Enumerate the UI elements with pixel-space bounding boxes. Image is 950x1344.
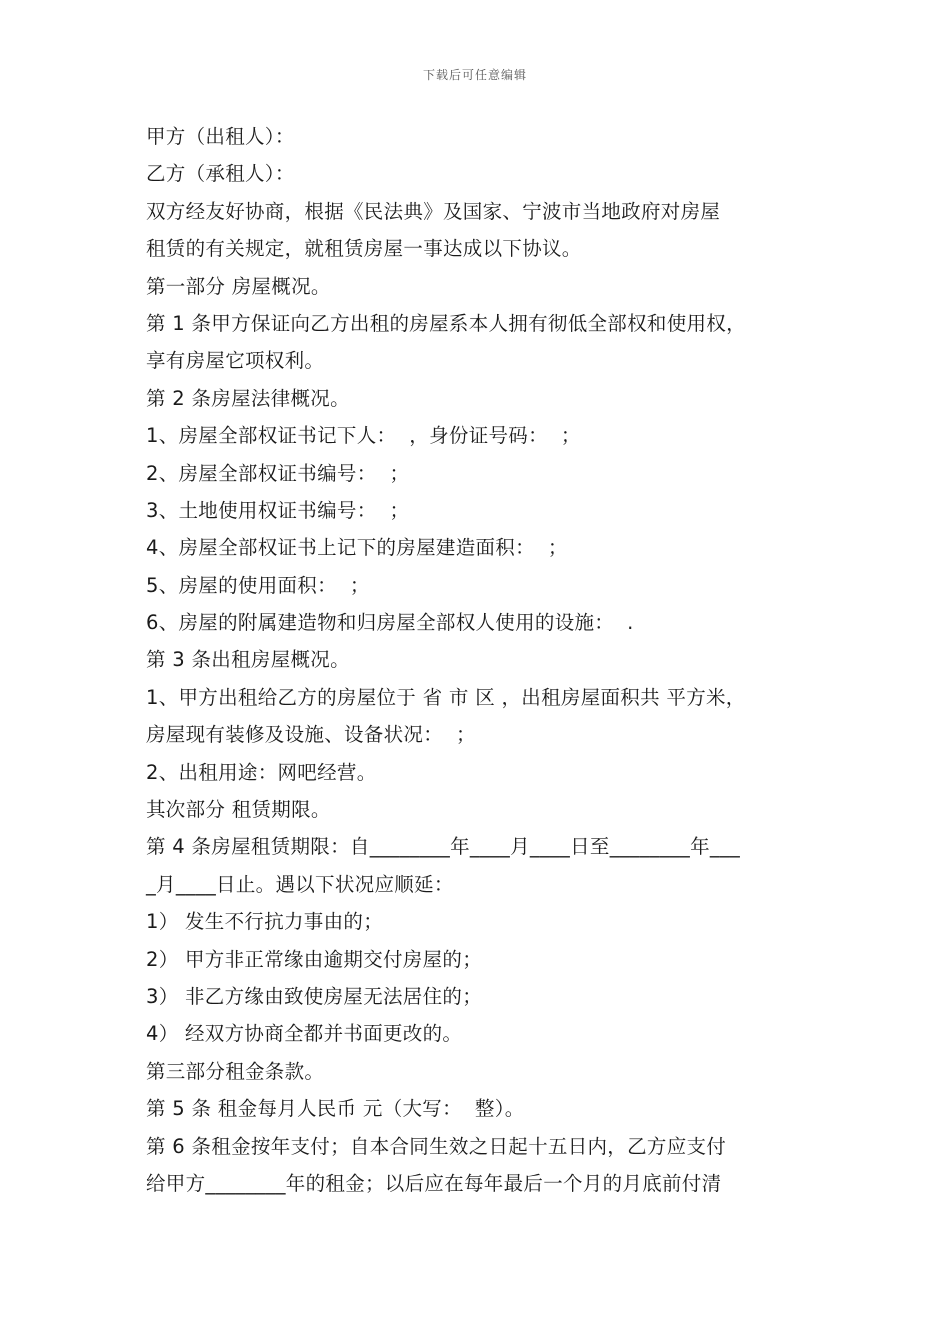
document-body [146, 118, 816, 1202]
text-line-item: 2、房屋全部权证书编号： ； [146, 461, 410, 485]
text-line-party-b: 乙方（承租人）： [146, 162, 295, 186]
text-line-article-1: 第 1 条甲方保证向乙方出租的房屋系本人拥有彻低全部权和使用权， [146, 311, 746, 335]
text-line-item-cont: 房屋现有装修及设施、设备状况： ； [146, 723, 476, 747]
text-line-article-4: 第 4 条房屋租赁期限：自________年____月____日至________年___ [146, 835, 741, 859]
text-line-preamble-1: 双方经友好协商，根据《民法典》及国家、宁波市当地政府对房屋 [146, 199, 721, 223]
text-line-preamble-2: 租赁的有关规定，就租赁房屋一事达成以下协议。 [146, 237, 582, 261]
text-line-article-6-cont: 给甲方________年的租金；以后应在每年最后一个月的月底前付清 [146, 1171, 722, 1195]
text-line-item: 3） 非乙方缘由致使房屋无法居住的； [146, 984, 483, 1008]
text-line-item: 4） 经双方协商全都并书面更改的。 [146, 1022, 463, 1046]
text-line-item: 1、房屋全部权证书记下人： ，身份证号码： ； [146, 424, 581, 448]
page-header: 下载后可任意编辑 [422, 68, 527, 82]
text-line-article-2: 第 2 条房屋法律概况。 [146, 386, 350, 410]
text-line-item: 2、出租用途：网吧经营。 [146, 760, 377, 784]
text-line-item: 3、土地使用权证书编号： ； [146, 498, 410, 522]
section-heading-part-2: 其次部分 租赁期限。 [146, 798, 331, 822]
text-line-item: 1） 发生不行抗力事由的； [146, 910, 384, 934]
text-line-item: 4、房屋全部权证书上记下的房屋建造面积： ； [146, 536, 568, 560]
text-line-item: 6、房屋的附属建造物和归房屋全部权人使用的设施： . [146, 611, 634, 635]
text-line-article-4-cont: _月____日止。遇以下状况应顺延： [146, 872, 454, 896]
text-line-party-a: 甲方（出租人）： [146, 125, 295, 148]
text-line-article-3: 第 3 条出租房屋概况。 [146, 648, 350, 672]
section-heading-part-1: 第一部分 房屋概况。 [146, 274, 331, 298]
text-line-item: 1、甲方出租给乙方的房屋位于 省 市 区 ，出租房屋面积共 平方米， [146, 685, 746, 709]
text-line-article-6: 第 6 条租金按年支付；自本合同生效之日起十五日内，乙方应支付 [146, 1134, 727, 1158]
text-line-item: 5、房屋的使用面积： ； [146, 573, 370, 597]
section-heading-part-3: 第三部分租金条款。 [146, 1059, 325, 1083]
text-line-article-5: 第 5 条 租金每月人民币 元（大写： 整）。 [146, 1097, 525, 1121]
text-line-article-1-cont: 享有房屋它项权利。 [146, 349, 325, 373]
text-line-item: 2） 甲方非正常缘由逾期交付房屋的； [146, 947, 483, 971]
